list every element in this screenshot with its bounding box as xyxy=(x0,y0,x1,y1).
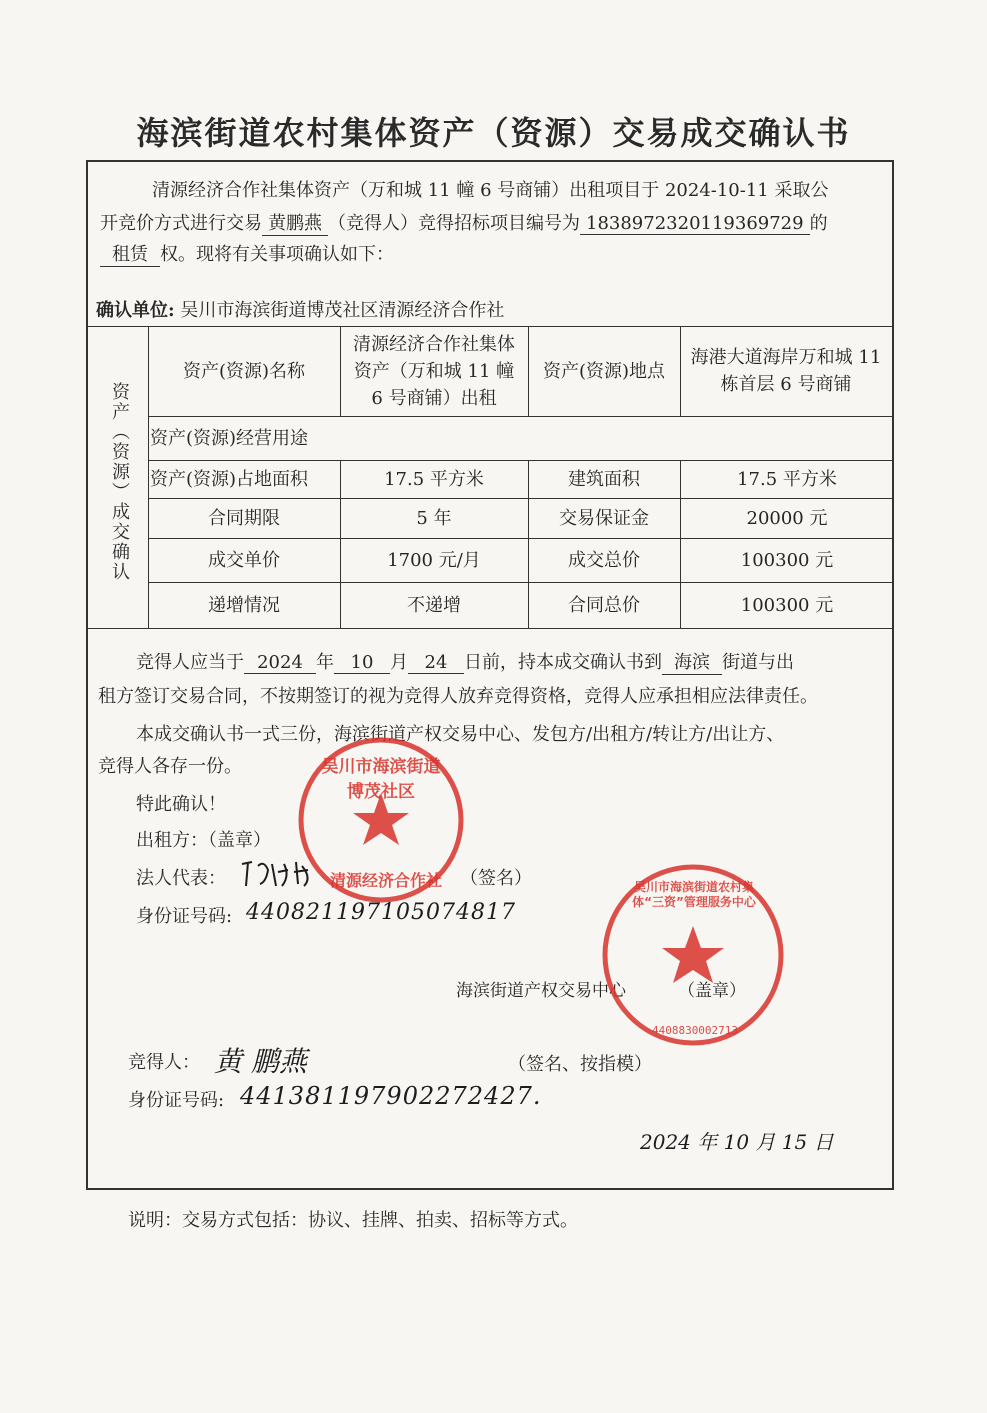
center-label: 海滨街道产权交易中心 xyxy=(456,981,626,1001)
row-divider xyxy=(148,538,894,539)
row-divider xyxy=(148,498,894,499)
right-type: 租赁 xyxy=(100,240,160,267)
page-title: 海滨街道农村集体资产（资源）交易成交确认书 xyxy=(136,114,851,152)
asset-name-label: 资产(资源)名称 xyxy=(182,360,306,382)
seal-1-bottom-text: 清源经济合作社 xyxy=(329,871,442,890)
footnote: 说明：交易方式包括：协议、挂牌、拍卖、招标等方式。 xyxy=(128,1210,578,1231)
col-divider xyxy=(528,326,529,416)
street-name: 海滨 xyxy=(662,648,722,675)
bidder-sign-note: （签名、按指模） xyxy=(508,1054,652,1075)
col-divider xyxy=(148,326,149,628)
area-value: 17.5 平方米 xyxy=(384,468,484,490)
unit-price-label: 成交单价 xyxy=(208,549,280,571)
asset-name-value: 清源经济合作社集体资产（万和城 11 幢 6 号商铺）出租 xyxy=(353,333,515,409)
confirm-unit: 确认单位: 吴川市海滨街道博茂社区清源经济合作社 xyxy=(96,300,505,321)
deadline-month: 10 xyxy=(334,652,390,674)
bidder-signature: 黄 鹏燕 xyxy=(214,1045,307,1078)
deposit-value: 20000 元 xyxy=(746,507,828,529)
col-divider xyxy=(528,460,529,628)
copies-line-2: 竞得人各存一份。 xyxy=(98,756,242,777)
location-value: 海港大道海岸万和城 11 栋首层 6 号商铺 xyxy=(690,347,882,395)
legal-rep-label: 法人代表： xyxy=(136,868,226,889)
building-area-label: 建筑面积 xyxy=(568,468,640,490)
deposit-label: 交易保证金 xyxy=(559,507,649,529)
seal-1-top-text: 吴川市海滨街道博茂社区 xyxy=(321,757,441,802)
lessor-id-label: 身份证号码: xyxy=(136,906,233,927)
deadline-day: 24 xyxy=(408,652,464,674)
confirm-text: 特此确认！ xyxy=(136,794,226,815)
bidder-label: 竞得人： xyxy=(128,1052,200,1073)
unit-price-value: 1700 元/月 xyxy=(387,549,481,571)
table-top-border xyxy=(88,326,894,327)
legal-rep-sign-note: （签名） xyxy=(460,868,532,889)
row-divider xyxy=(148,416,894,417)
seal-2-top-text: 吴川市海滨街道农村集体“三资”管理服务中心 xyxy=(632,880,756,909)
intro-line-1: 清源经济合作社集体资产（万和城 11 幢 6 号商铺）出租项目于 2024-10-11 采取公 xyxy=(152,180,829,201)
table-bottom-border xyxy=(88,628,894,629)
deadline-line-1: 竞得人应当于 2024 年 10 月 24 日前，持本成交确认书到 海滨 街道与出 xyxy=(136,648,794,675)
intro-line-3: 租赁 权。现将有关事项确认如下： xyxy=(100,240,394,267)
term-value: 5 年 xyxy=(416,507,452,529)
bidder-id-value: 441381197902272427. xyxy=(240,1082,542,1110)
use-label: 资产(资源)经营用途 xyxy=(150,427,309,449)
sign-date: 2024 年 10 月 15 日 xyxy=(640,1130,834,1154)
row-divider xyxy=(148,460,894,461)
building-area-value: 17.5 平方米 xyxy=(737,468,837,490)
seal-2-code: 4408830002713 xyxy=(651,1024,739,1037)
col-divider xyxy=(680,326,681,416)
total-value: 100300 元 xyxy=(740,549,834,571)
bidder-name: 黄鹏燕 xyxy=(262,209,328,236)
use-value xyxy=(346,418,886,458)
row-divider xyxy=(148,582,894,583)
bidder-id-label: 身份证号码: xyxy=(128,1090,225,1111)
deadline-year: 2024 xyxy=(244,652,316,674)
increase-label: 递增情况 xyxy=(208,594,280,616)
deadline-line-2: 租方签订交易合同，不按期签订的视为竞得人放弃竞得资格，竞得人应承担相应法律责任。 xyxy=(98,686,818,707)
col-divider xyxy=(680,460,681,628)
project-number: 1838972320119369729 xyxy=(580,213,810,235)
total-label: 成交总价 xyxy=(568,549,640,571)
copies-line-1: 本成交确认书一式三份，海滨街道产权交易中心、发包方/出租方/转让方/出让方、 xyxy=(136,724,785,745)
contract-total-value: 100300 元 xyxy=(740,594,834,616)
increase-value: 不递增 xyxy=(407,594,461,616)
center-seal-note: （盖章） xyxy=(678,981,746,1001)
intro-line-2: 开竞价方式进行交易 黄鹏燕 （竞得人）竞得招标项目编号为 1838972320119369729 的 xyxy=(100,209,828,236)
col-divider xyxy=(340,326,341,416)
area-label: 资产(资源)占地面积 xyxy=(150,468,309,490)
contract-total-label: 合同总价 xyxy=(568,594,640,616)
col-divider xyxy=(340,460,341,628)
term-label: 合同期限 xyxy=(208,507,280,529)
location-label: 资产(资源)地点 xyxy=(542,360,666,382)
side-label: 资产（资源）成交确认 xyxy=(109,382,130,582)
lessor-id-value: 440821197105074817 xyxy=(246,900,516,925)
lessor-label: 出租方：（盖章） xyxy=(136,830,271,851)
